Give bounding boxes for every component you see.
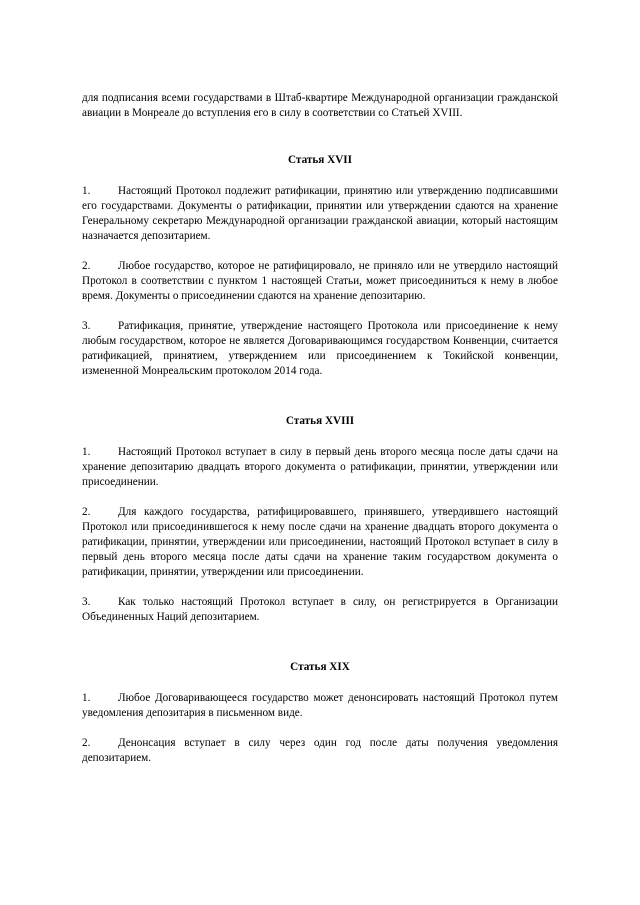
article-xvii bbox=[82, 153, 558, 379]
article-heading: Статья XIX bbox=[290, 661, 350, 673]
article-heading: Статья XVIII bbox=[285, 415, 355, 427]
article-xviii bbox=[82, 414, 558, 625]
section-spacer bbox=[82, 640, 558, 660]
paragraph-text: Любое государство, которое не ратифицировало, не приняло или не утвердило настоящий Протокол в соответствии с пунктом 1 настоящей Статьи, может присоединиться к нему в любое время. Документы о присоединении сдаются на хранение депозитарию. bbox=[82, 260, 558, 302]
paragraph-text: Денонсация вступает в силу через один год после даты получения уведомления депозитарием. bbox=[82, 737, 558, 764]
article-paragraph bbox=[82, 505, 558, 580]
paragraph-number: 1. bbox=[82, 185, 91, 197]
article-heading: Статья XVII bbox=[288, 154, 352, 166]
article-paragraph bbox=[82, 184, 558, 244]
paragraph-number: 1. bbox=[82, 446, 91, 458]
intro-paragraph: для подписания всеми государствами в Штаб-квартире Международной организации гражданской авиации в Монреале до вступления его в силу в соответствии со Статьей XVIII. bbox=[82, 92, 558, 119]
paragraph-number: 3. bbox=[82, 596, 91, 608]
paragraph-text: Любое Договаривающееся государство может денонсировать настоящий Протокол путем уведомления депозитария в письменном виде. bbox=[82, 692, 558, 719]
paragraph-text: Как только настоящий Протокол вступает в силу, он регистрируется в Организации Объединенных Наций депозитарием. bbox=[82, 596, 558, 623]
paragraph-number: 2. bbox=[82, 260, 91, 272]
article-paragraph bbox=[82, 445, 558, 490]
paragraph-text: Настоящий Протокол подлежит ратификации, принятию или утверждению подписавшими его государствами. Документы о ратификации, принятии или утверждении сдаются на хранение Генеральному секретарю Международной организации гражданской авиации, который настоящим назначается депозитарием. bbox=[82, 185, 558, 242]
section-spacer bbox=[82, 394, 558, 414]
article-paragraph bbox=[82, 319, 558, 379]
paragraph-number: 1. bbox=[82, 692, 91, 704]
article-paragraph bbox=[82, 595, 558, 625]
article-paragraph bbox=[82, 259, 558, 304]
paragraph-number: 3. bbox=[82, 320, 91, 332]
paragraph-text: Для каждого государства, ратифицировавшего, принявшего, утвердившего настоящий Протокол или присоединившегося к нему после сдачи на хранение двадцать второго документа о ратификации, принятии, утверждении или присоединении, настоящий Протокол вступает в силу в первый день второго месяца после даты сдачи на хранение таким государством документа о ратификации, принятии, утверждении или присоединении. bbox=[82, 506, 558, 578]
article-xix bbox=[82, 660, 558, 766]
document-page bbox=[82, 91, 558, 781]
paragraph-number: 2. bbox=[82, 506, 91, 518]
paragraph-number: 2. bbox=[82, 737, 91, 749]
paragraph-text: Настоящий Протокол вступает в силу в первый день второго месяца после даты сдачи на хранение депозитарию двадцать второго документа о ратификации, принятии, утверждении или присоединении. bbox=[82, 446, 558, 488]
article-paragraph bbox=[82, 691, 558, 721]
paragraph-text: Ратификация, принятие, утверждение настоящего Протокола или присоединение к нему любым государством, которое не является Договаривающимся государством Конвенции, считается ратификацией, принятием, утверждением или присоединением к Токийской конвенции, измененной Монреальским протоколом 2014 года. bbox=[82, 320, 558, 377]
article-paragraph bbox=[82, 736, 558, 766]
